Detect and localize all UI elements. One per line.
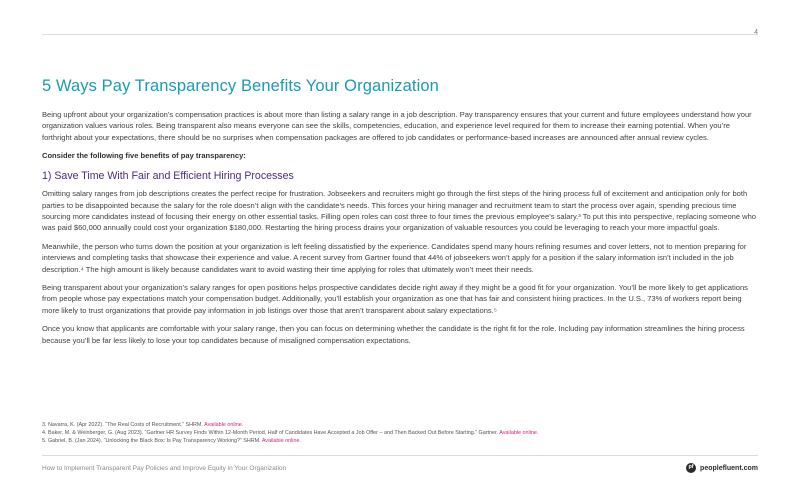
available-online-link[interactable]: Available online. <box>204 422 244 428</box>
footer-brand <box>686 463 758 473</box>
available-online-link[interactable]: Available online. <box>261 438 301 445</box>
footnote-text: 4. Baker, M. & Weinberger, G. (Aug 2023). “Gartner HR Survey Finds Within 12-Month Period, Half of Candidates Have Accepted a Job Offer – and Then Backed Out Before Starting.” Gartner. <box>42 430 500 437</box>
header-divider <box>42 34 758 35</box>
page-number: 4 <box>754 29 758 36</box>
brand-website[interactable]: peoplefluent.com <box>700 464 758 472</box>
body-paragraph: Meanwhile, the person who turns down the position at your organization is left feeling dissatisfied by the experience. Candidates spend many hours refining resumes and cover letters, not to mention preparing for interviews and completing tasks that showcase their experience and value. A recent survey from Gartner found that 44% of jobseekers won’t apply for a position if the salary information isn’t included in the job description.⁴ The high amount is likely because candidates want to avoid wasting their time applying for roles that ultimately won’t meet their needs. <box>42 241 747 274</box>
footnote <box>42 437 758 445</box>
page-title: 5 Ways Pay Transparency Benefits Your Organization <box>42 77 439 95</box>
body-paragraph: Being transparent about your organization’s salary ranges for open positions helps prospective candidates decide right away if they might be a good fit for your organization. You’ll be more likely to get applications from people whose pay expectations match your compensation budget. Additionally, you’ll establish your organization as one that has fair and consistent hiring practices. In the U.S., 73% of workers report being more likely to trust organizations that provide pay information in job listings over those that aren’t transparent about salary expectations.⁵ <box>42 283 748 315</box>
footer-document-title: How to Implement Transparent Pay Policies and Improve Equity in Your Organization <box>42 465 287 472</box>
section-heading: 1) Save Time With Fair and Efficient Hiring Processes <box>42 170 294 183</box>
benefits-lead-in: Consider the following five benefits of pay transparency: <box>42 151 246 161</box>
footnote-text: 3. Navarra, K. (Apr 2022). “The Real Costs of Recruitment.” SHRM. <box>42 422 205 428</box>
footnote <box>42 421 758 429</box>
body-paragraph: Omitting salary ranges from job descriptions creates the perfect recipe for frustration. Jobseekers and recruiters might go through the first steps of the hiring process full of excitement and anticipation only for both parties to be disappointed because the salary for the role doesn’t align with the candidate’s needs. This forces your hiring manager and recruitment team to start the process over again, spending precious time sourcing more candidates instead of focusing their energy on other essential tasks. Filling open roles can cost three to four times the previous employee’s salary.³ To put this into perspective, replacing someone who was paid $60,000 annually could cost your organization $180,000. Restarting the hiring process drains your organization of valuable resources you could be leveraging to reach your more impactful goals. <box>42 189 756 233</box>
footer-divider <box>42 455 758 456</box>
peoplefluent-logo-icon: pf <box>686 463 696 473</box>
available-online-link[interactable]: Available online. <box>499 430 539 437</box>
body-paragraph: Once you know that applicants are comfortable with your salary range, then you can focus on determining whether the candidate is the right fit for the role. Including pay information streamlines the hiring process because you’ll be far less likely to lose your top candidates because of misaligned compensation expectations. <box>42 324 745 345</box>
intro-paragraph: Being upfront about your organization’s compensation practices is about more than listing a salary range in a job description. Pay transparency ensures that your current and future employees understand how your organization values various roles. Being transparent also means everyone can see the skills, competencies, education, and experience level required for them to increase their earning potential. When you’re forthright about your expectations, there should be no surprises when compensation packages are offered to job candidates or performance-based increases are announced after annual review cycles. <box>42 110 752 142</box>
footnotes <box>42 421 758 446</box>
footnote-text: 5. Gabriel, B. (Jan 2024). “Unlocking the Black Box: Is Pay Transparency Working?” SHRM. <box>42 438 262 445</box>
main-content <box>42 109 758 353</box>
footnote <box>42 429 758 437</box>
